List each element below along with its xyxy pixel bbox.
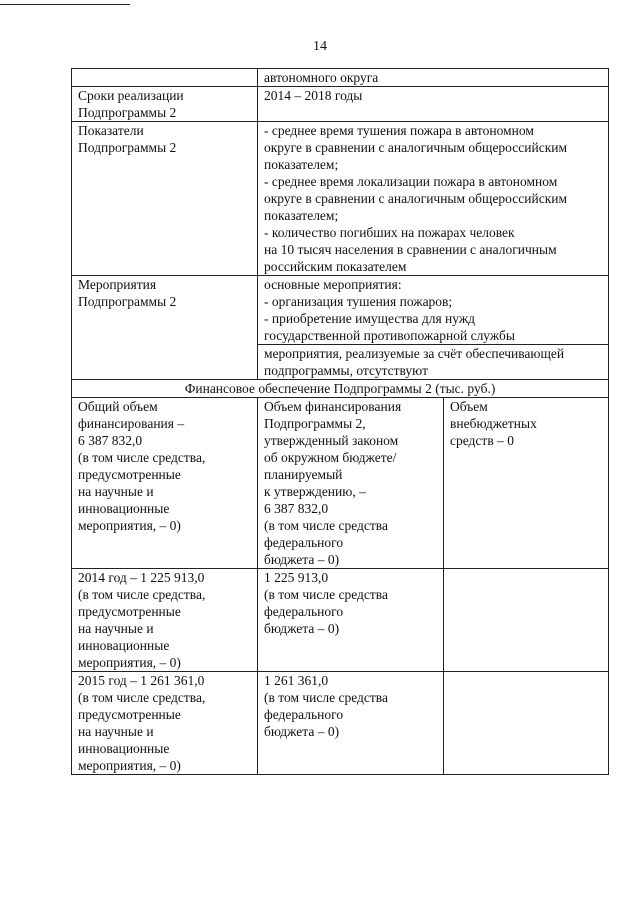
text-line: Показатели: [78, 123, 144, 138]
text-line: показателем;: [264, 157, 339, 172]
measures-support: [258, 345, 609, 380]
financing-year-overall: [72, 672, 258, 775]
indicators-value: [258, 122, 609, 276]
financing-total-row: [72, 398, 609, 569]
financing-year-row-2015: [72, 672, 609, 775]
text-line: 1 225 913,0: [264, 570, 329, 585]
text-line: мероприятия, – 0): [78, 655, 181, 670]
financing-total-overall: [72, 398, 258, 569]
text-line: (в том числе средства,: [78, 587, 206, 602]
text-line: на научные и: [78, 484, 154, 499]
financing-header: Финансовое обеспечение Подпрограммы 2 (тыс. руб.): [72, 380, 609, 398]
text-line: внебюджетных: [450, 416, 537, 431]
indicators-row: [72, 122, 609, 276]
text-line: мероприятия, реализуемые за счёт обеспечивающей: [264, 346, 565, 361]
continuation-label-cell: [72, 69, 258, 87]
passport-table: [71, 68, 609, 775]
text-line: Объем: [450, 399, 488, 414]
text-line: российским показателем: [264, 259, 407, 274]
text-line: автономного округа: [264, 70, 379, 85]
text-line: федерального: [264, 707, 344, 722]
text-line: бюджета – 0): [264, 621, 340, 636]
text-line: об окружном бюджете/: [264, 450, 397, 465]
text-line: Мероприятия: [78, 277, 157, 292]
text-line: Объем финансирования: [264, 399, 402, 414]
continuation-row: [72, 69, 609, 87]
text-line: бюджета – 0): [264, 724, 340, 739]
text-line: к утверждению, –: [264, 484, 366, 499]
period-row: [72, 87, 609, 122]
text-line: предусмотренные: [78, 707, 181, 722]
text-line: государственной противопожарной службы: [264, 328, 515, 343]
text-line: подпрограммы, отсутствуют: [264, 363, 428, 378]
text-line: 2014 – 2018 годы: [264, 88, 363, 103]
text-line: инновационные: [78, 741, 170, 756]
text-line: Сроки реализации: [78, 88, 184, 103]
text-line: (в том числе средства: [264, 587, 388, 602]
text-line: мероприятия, – 0): [78, 758, 181, 773]
text-line: Подпрограммы 2: [78, 294, 177, 309]
text-line: округе в сравнении с аналогичным общероссийским: [264, 191, 568, 206]
text-line: - среднее время локализации пожара в автономном: [264, 174, 558, 189]
indicators-label: [72, 122, 258, 276]
text-line: Подпрограммы 2,: [264, 416, 366, 431]
text-line: - среднее время тушения пожара в автономном: [264, 123, 534, 138]
financing-year-budget: [258, 672, 444, 775]
text-line: федерального: [264, 535, 344, 550]
text-line: Подпрограммы 2: [78, 140, 177, 155]
text-line: мероприятия, – 0): [78, 518, 181, 533]
text-line: федерального: [264, 604, 344, 619]
text-line: Подпрограммы 2: [78, 105, 177, 120]
text-line: на научные и: [78, 621, 154, 636]
text-line: показателем;: [264, 208, 339, 223]
text-line: 1 261 361,0: [264, 673, 329, 688]
text-line: на научные и: [78, 724, 154, 739]
page-number: 14: [313, 39, 327, 54]
text-line: 2015 год – 1 261 361,0: [78, 673, 205, 688]
text-line: 6 387 832,0: [264, 501, 329, 516]
financing-total-extrabudget: [444, 398, 609, 569]
text-line: финансирования –: [78, 416, 185, 431]
period-value: [258, 87, 609, 122]
text-line: инновационные: [78, 638, 170, 653]
text-line: - организация тушения пожаров;: [264, 294, 453, 309]
period-label: [72, 87, 258, 122]
text-line: - количество погибших на пожарах человек: [264, 225, 515, 240]
text-line: планируемый: [264, 467, 343, 482]
text-line: 6 387 832,0: [78, 433, 143, 448]
text-line: округе в сравнении с аналогичным общероссийским: [264, 140, 568, 155]
financing-header-row: [72, 380, 609, 398]
text-line: (в том числе средства: [264, 518, 388, 533]
measures-row: [72, 276, 609, 345]
top-rule: [0, 4, 130, 5]
financing-year-extrabudget: [444, 569, 609, 672]
measures-main: [258, 276, 609, 345]
text-line: на 10 тысяч населения в сравнении с аналогичным: [264, 242, 557, 257]
text-line: основные мероприятия:: [264, 277, 402, 292]
text-line: (в том числе средства,: [78, 450, 206, 465]
text-line: инновационные: [78, 501, 170, 516]
text-line: предусмотренные: [78, 604, 181, 619]
continuation-value: [258, 69, 609, 87]
text-line: (в том числе средства,: [78, 690, 206, 705]
text-line: - приобретение имущества для нужд: [264, 311, 476, 326]
text-line: 2014 год – 1 225 913,0: [78, 570, 205, 585]
text-line: (в том числе средства: [264, 690, 388, 705]
financing-year-extrabudget: [444, 672, 609, 775]
financing-year-budget: [258, 569, 444, 672]
text-line: предусмотренные: [78, 467, 181, 482]
financing-year-row-2014: [72, 569, 609, 672]
text-line: бюджета – 0): [264, 552, 340, 567]
text-line: утвержденный законом: [264, 433, 399, 448]
text-line: Общий объем: [78, 399, 158, 414]
financing-total-budget: [258, 398, 444, 569]
text-line: средств – 0: [450, 433, 514, 448]
financing-year-overall: [72, 569, 258, 672]
measures-label: [72, 276, 258, 380]
